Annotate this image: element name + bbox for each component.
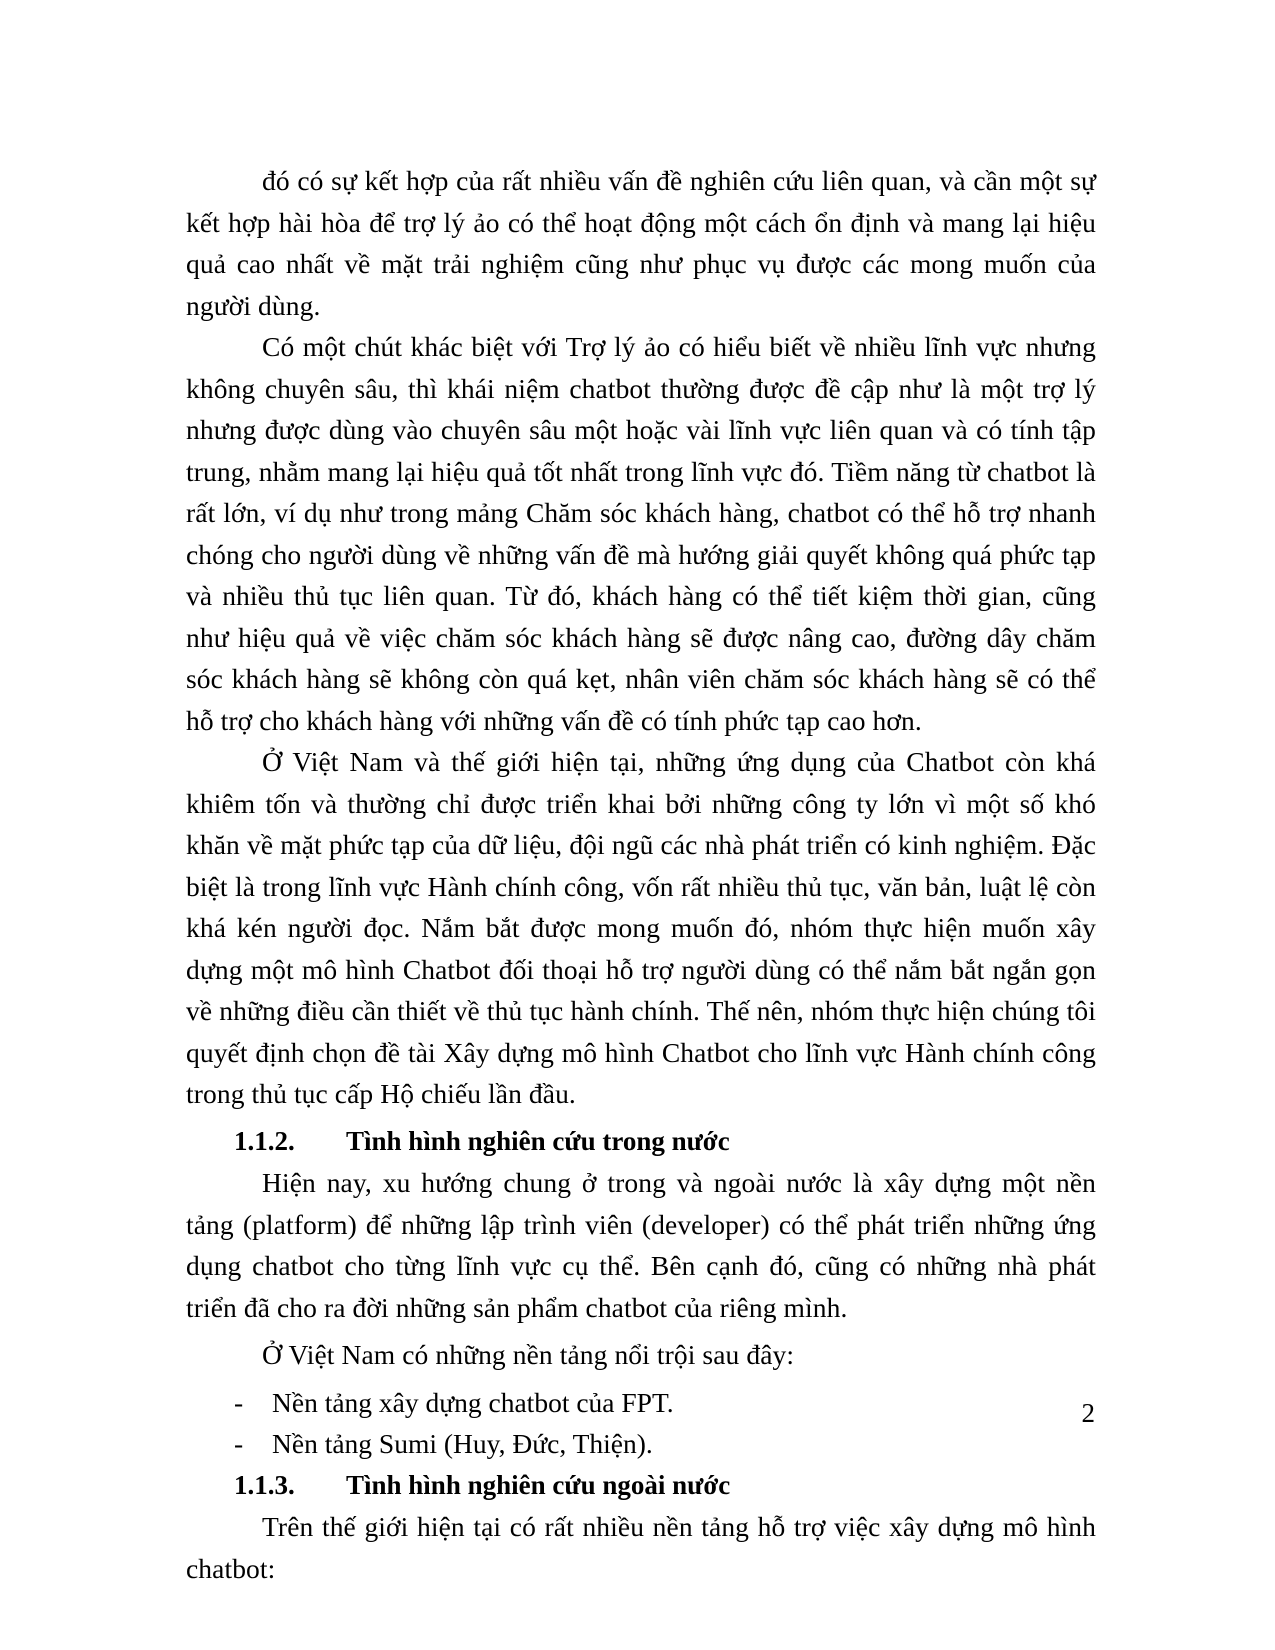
list-bullet-dash: - (234, 1386, 244, 1418)
platform-list (186, 1382, 1096, 1465)
paragraph-international-platforms: Trên thế giới hiện tại có rất nhiều nền tảng hỗ trợ việc xây dựng mô hình chatbot: (186, 1511, 1096, 1584)
heading-1-1-2 (186, 1121, 1096, 1163)
page-number: 2 (1081, 1398, 1095, 1428)
paragraph-vietnam-world-applications: Ở Việt Nam và thế giới hiện tại, những ứng dụng của Chatbot còn khá khiêm tốn và thường chỉ được triển khai bởi những công ty lớn vì một số khó khăn về mặt phức tạp của dữ liệu, đội ngũ các nhà phát triển có kinh nghiệm. Đặc biệt là trong lĩnh vực Hành chính công, vốn rất nhiều thủ tục, văn bản, luật lệ còn khá kén người đọc. Nắm bắt được mong muốn đó, nhóm thực hiện muốn xây dựng một mô hình Chatbot đối thoại hỗ trợ người dùng có thể nắm bắt ngắn gọn về những điều cần thiết về thủ tục hành chính. Thế nên, nhóm thực hiện chúng tôi quyết định chọn đề tài Xây dựng mô hình Chatbot cho lĩnh vực Hành chính công trong thủ tục cấp Hộ chiếu lần đầu. (186, 746, 1096, 1109)
list-item-label: Nền tảng xây dựng chatbot của FPT. (272, 1386, 674, 1418)
heading-1-1-3-number: 1.1.3. (234, 1469, 295, 1500)
paragraph-domestic-trend: Hiện nay, xu hướng chung ở trong và ngoài nước là xây dựng một nền tảng (platform) để những lập trình viên (developer) có thể phát triển những ứng dụng chatbot cho từng lĩnh vực cụ thể. Bên cạnh đó, cũng có những nhà phát triển đã cho ra đời những sản phẩm chatbot của riêng mình. (186, 1167, 1096, 1323)
heading-1-1-3-title: Tình hình nghiên cứu ngoài nước (346, 1469, 731, 1500)
heading-1-1-3 (186, 1465, 1096, 1507)
paragraph-chatbot-definition: Có một chút khác biệt với Trợ lý ảo có hiểu biết về nhiều lĩnh vực nhưng không chuyên sâu, thì khái niệm chatbot thường được đề cập như là một trợ lý nhưng được dùng vào chuyên sâu một hoặc vài lĩnh vực liên quan và có tính tập trung, nhằm mang lại hiệu quả tốt nhất trong lĩnh vực đó. Tiềm năng từ chatbot là rất lớn, ví dụ như trong mảng Chăm sóc khách hàng, chatbot có thể hỗ trợ nhanh chóng cho người dùng về những vấn đề mà hướng giải quyết không quá phức tạp và nhiều thủ tục liên quan. Từ đó, khách hàng có thể tiết kiệm thời gian, cũng như hiệu quả về việc chăm sóc khách hàng sẽ được nâng cao, đường dây chăm sóc khách hàng sẽ không còn quá kẹt, nhân viên chăm sóc khách hàng sẽ có thể hỗ trợ cho khách hàng với những vấn đề có tính phức tạp cao hơn. (186, 331, 1096, 736)
heading-1-1-2-number: 1.1.2. (234, 1125, 295, 1156)
list-item-label: Nền tảng Sumi (Huy, Đức, Thiện). (272, 1428, 653, 1459)
list-bullet-dash: - (234, 1428, 244, 1459)
paragraph-vietnam-platforms-intro: Ở Việt Nam có những nền tảng nổi trội sau đây: (262, 1339, 795, 1370)
list-item (186, 1382, 1096, 1424)
page-content (186, 160, 1096, 1589)
heading-1-1-2-title: Tình hình nghiên cứu trong nước (346, 1125, 730, 1156)
paragraph-intro-continued: đó có sự kết hợp của rất nhiều vấn đề nghiên cứu liên quan, và cần một sự kết hợp hài hòa để trợ lý ảo có thể hoạt động một cách ổn định và mang lại hiệu quả cao nhất về mặt trải nghiệm cũng như phục vụ được các mong muốn của người dùng. (186, 165, 1096, 321)
list-item (186, 1423, 1096, 1465)
